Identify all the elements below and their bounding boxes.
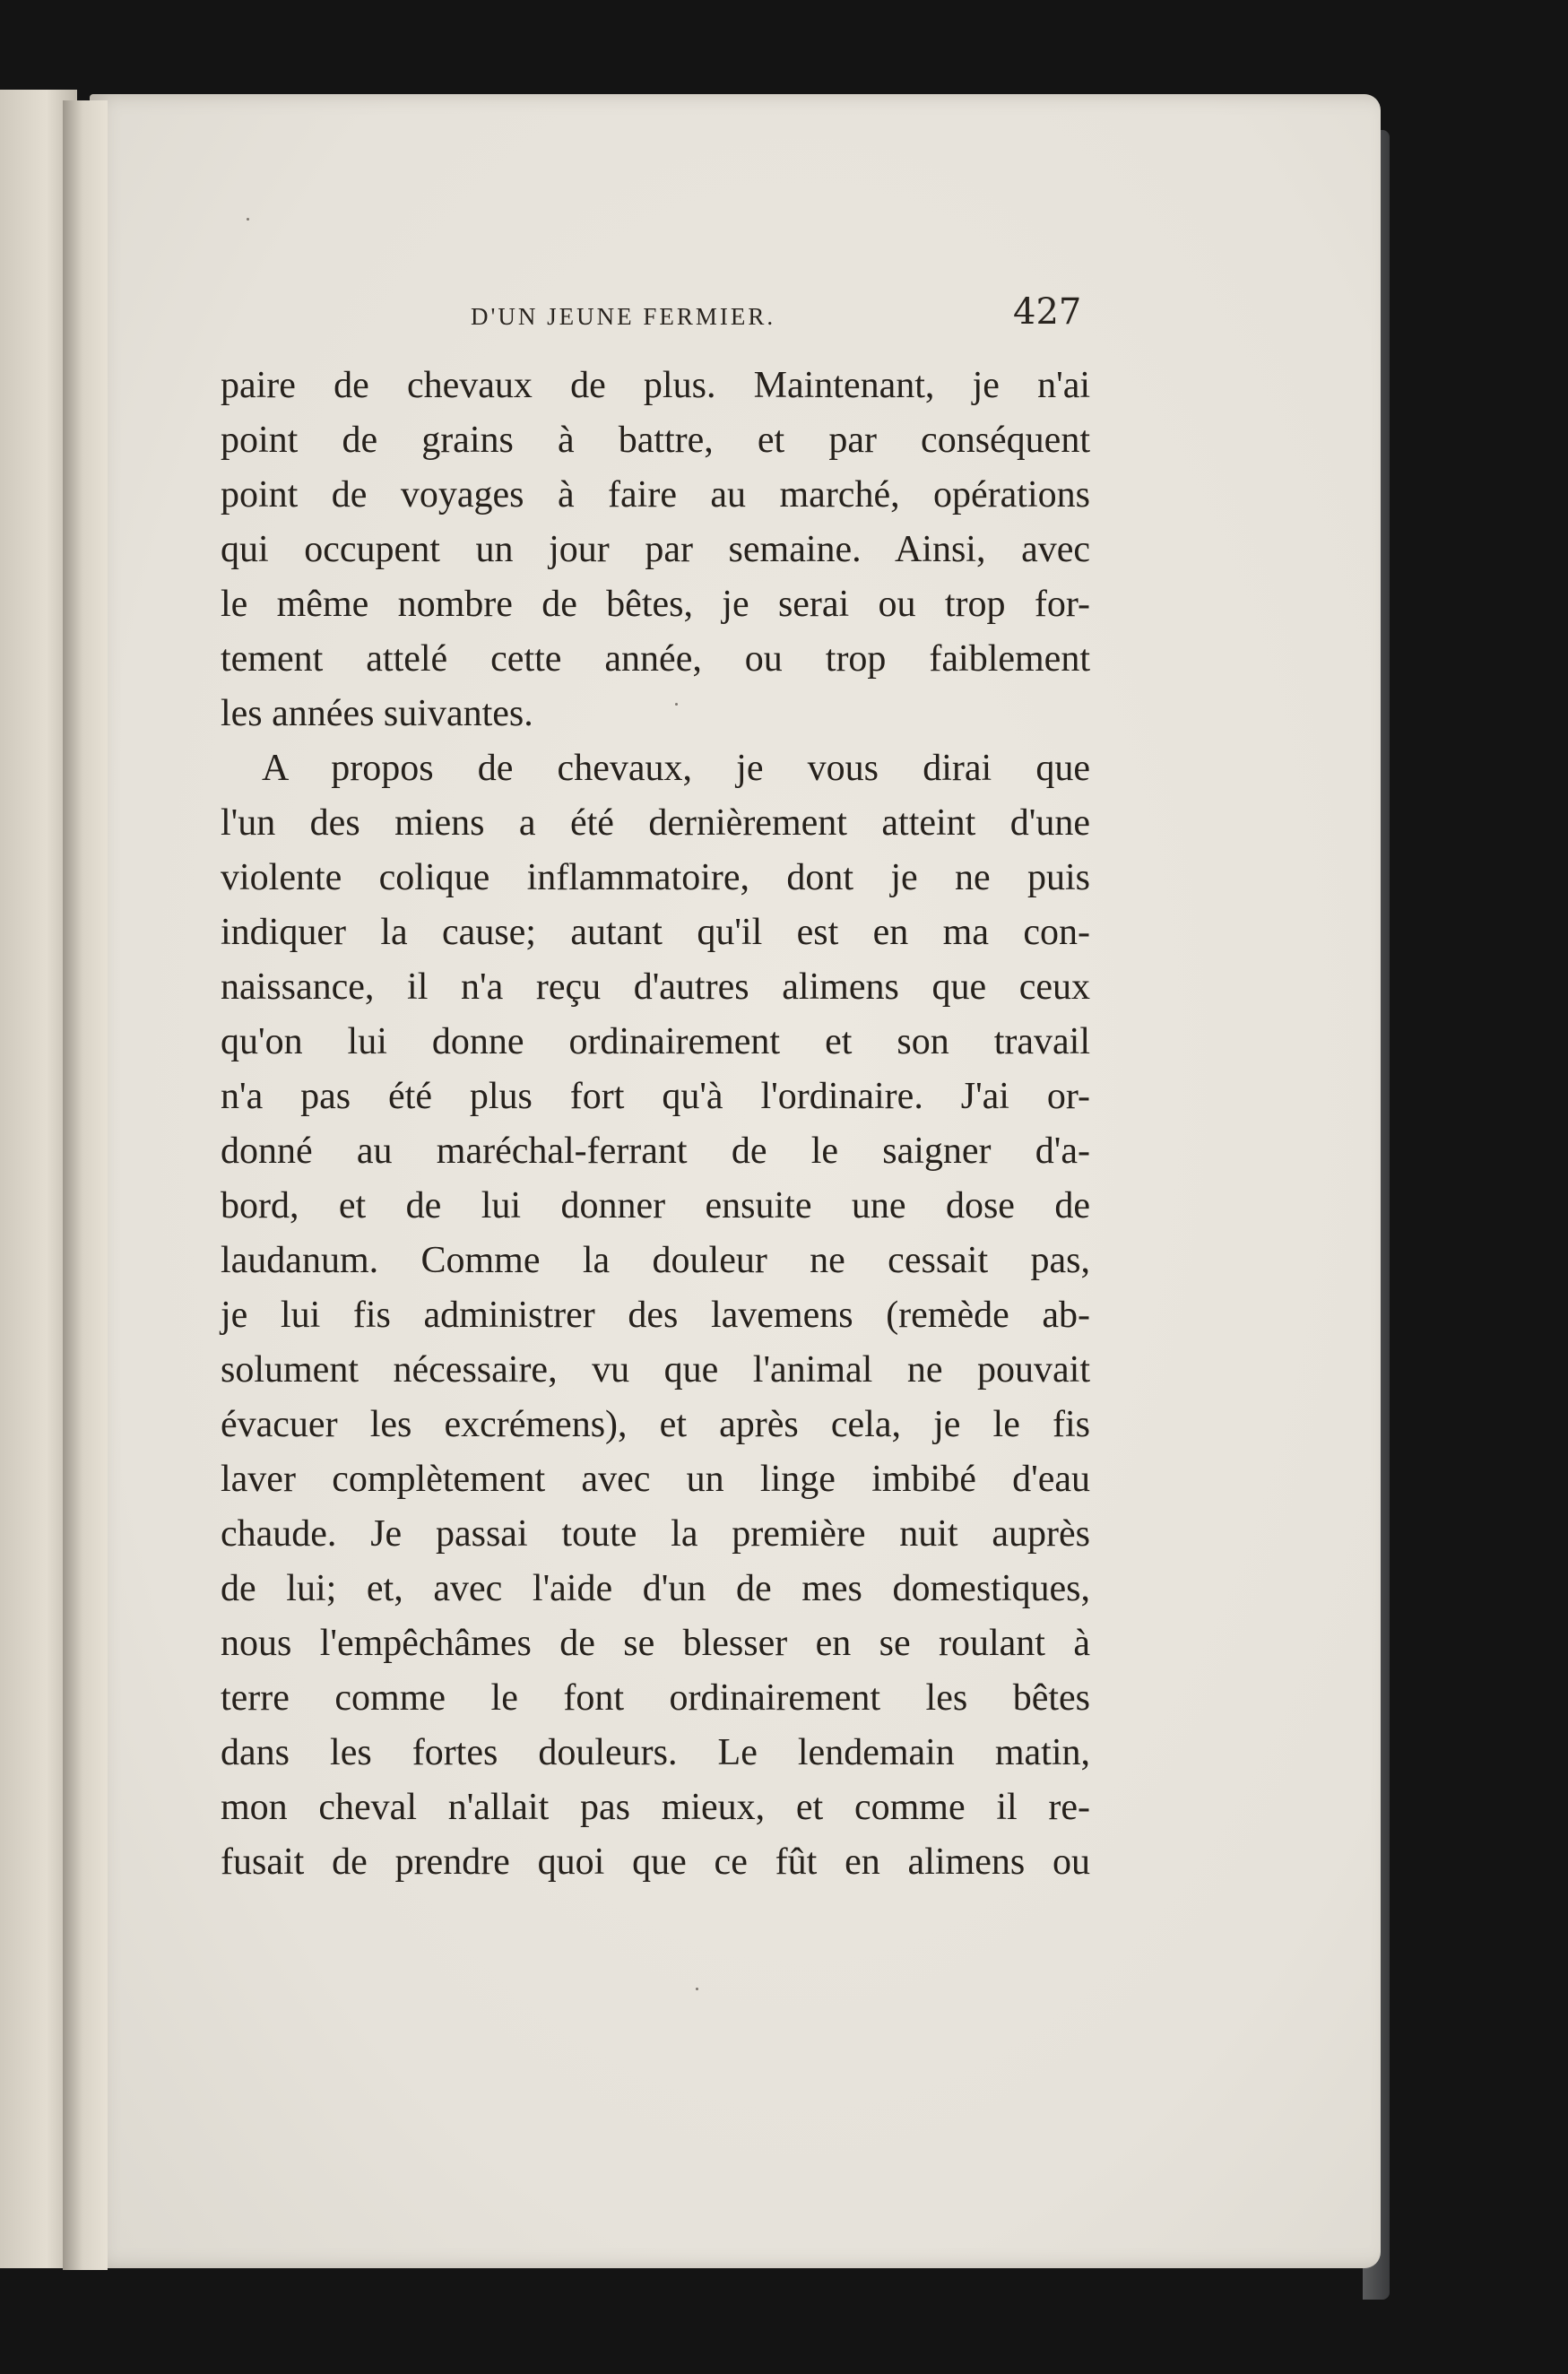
text-line: point de voyages à faire au marché, opérations: [221, 474, 1090, 516]
text-line: évacuer les excrémens), et après cela, je le fis: [221, 1404, 1090, 1445]
running-head: D'UN JEUNE FERMIER.: [471, 303, 776, 330]
page-gutter: [63, 100, 108, 2270]
text-line: donné au maréchal-ferrant de le saigner d'a-: [221, 1131, 1090, 1172]
text-line: A propos de chevaux, je vous dirai que: [262, 748, 1090, 789]
text-line: mon cheval n'allait pas mieux, et comme il re-: [221, 1787, 1090, 1828]
text-line: qui occupent un jour par semaine. Ainsi, avec: [221, 529, 1090, 570]
text-line: qu'on lui donne ordinairement et son travail: [221, 1021, 1090, 1062]
paper-speck: [696, 1988, 698, 1990]
text-line: laudanum. Comme la douleur ne cessait pas,: [221, 1240, 1090, 1281]
paper-speck: [675, 703, 678, 706]
text-line: paire de chevaux de plus. Maintenant, je n'ai: [221, 365, 1090, 406]
paper-speck: [247, 218, 249, 221]
text-line: je lui fis administrer des lavemens (remède ab-: [221, 1295, 1090, 1336]
text-line: indiquer la cause; autant qu'il est en ma con-: [221, 912, 1090, 953]
text-line: chaude. Je passai toute la première nuit auprès: [221, 1513, 1090, 1555]
text-line: point de grains à battre, et par conséquent: [221, 420, 1090, 461]
text-line: l'un des miens a été dernièrement atteint d'une: [221, 802, 1090, 844]
text-line: violente colique inflammatoire, dont je ne puis: [221, 857, 1090, 898]
text-line: de lui; et, avec l'aide d'un de mes domestiques,: [221, 1568, 1090, 1609]
text-line: les années suivantes.: [221, 693, 533, 734]
text-line: dans les fortes douleurs. Le lendemain matin,: [221, 1732, 1090, 1773]
text-line: nous l'empêchâmes de se blesser en se roulant à: [221, 1623, 1090, 1664]
text-line: bord, et de lui donner ensuite une dose de: [221, 1185, 1090, 1226]
text-line: solument nécessaire, vu que l'animal ne pouvait: [221, 1349, 1090, 1391]
text-line: le même nombre de bêtes, je serai ou trop for-: [221, 584, 1090, 625]
text-line: n'a pas été plus fort qu'à l'ordinaire. J'ai or-: [221, 1076, 1090, 1117]
page-number: 427: [1013, 291, 1082, 333]
text-line: naissance, il n'a reçu d'autres alimens que ceux: [221, 966, 1090, 1008]
text-line: tement attelé cette année, ou trop faiblement: [221, 638, 1090, 680]
text-line: fusait de prendre quoi que ce fût en alimens ou: [221, 1841, 1090, 1883]
text-line: laver complètement avec un linge imbibé d'eau: [221, 1459, 1090, 1500]
text-line: terre comme le font ordinairement les bêtes: [221, 1677, 1090, 1719]
